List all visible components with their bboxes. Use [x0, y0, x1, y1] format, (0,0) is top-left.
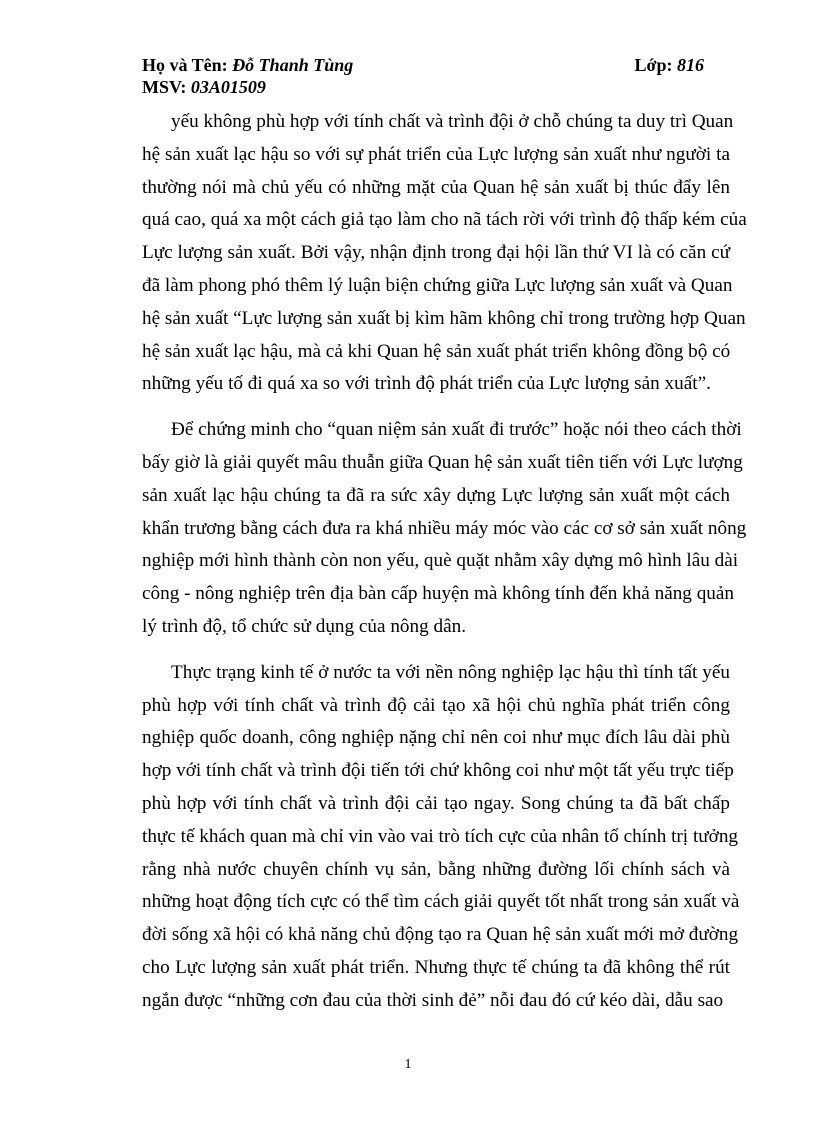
text-line: thường nói mà chủ yếu có những mặt của Quan hệ sản xuất bị thúc đẩy lên [142, 176, 730, 198]
text-line: Lực lượng sản xuất. Bởi vậy, nhận định trong đại hội lần thứ VI là có căn cứ [142, 242, 730, 264]
text-line: hệ sản xuất lạc hậu so với sự phát triển của Lực lượng sản xuất như người ta [142, 143, 730, 165]
document-header [142, 54, 704, 98]
msv-label: MSV: [142, 77, 187, 97]
text-line: hệ sản xuất lạc hậu, mà cả khi Quan hệ sản xuất phát triển không đồng bộ có [142, 340, 731, 362]
page-number: 1 [404, 1057, 412, 1072]
text-line: lý trình độ, tổ chức sử dụng của nông dân. [142, 615, 467, 637]
student-id [142, 76, 266, 98]
text-line: rằng nhà nước chuyên chính vụ sản, bằng những đường lối chính sách và [142, 858, 730, 880]
text-line: Thực trạng kinh tế ở nước ta với nền nông nghiệp lạc hậu thì tính tất yếu [171, 661, 730, 683]
text-line: bấy giờ là giải quyết mâu thuẫn giữa Quan hệ sản xuất tiên tiến với Lực lượng [142, 451, 743, 473]
class-info [635, 54, 704, 76]
text-line: công - nông nghiệp trên địa bàn cấp huyện mà không tính đến khả năng quản [142, 583, 734, 605]
header-name-row [142, 54, 704, 76]
text-line: hệ sản xuất “Lực lượng sản xuất bị kìm hãm không chỉ trong trường hợp Quan [142, 307, 746, 329]
text-line: thực tế khách quan mà chỉ vin vào vai trò tích cực của nhân tố chính trị tưởng [142, 825, 739, 847]
text-line: cho Lực lượng sản xuất phát triển. Nhưng thực tế chúng ta đã không thể rút [142, 956, 730, 978]
class-label: Lớp: [634, 55, 673, 75]
text-line: những yếu tố đi quá xa so với trình độ phát triển của Lực lượng sản xuất”. [142, 373, 711, 395]
header-msv-row [142, 76, 704, 98]
paragraph-1 [142, 106, 747, 401]
class-value: 816 [677, 55, 704, 75]
text-line: nghiệp mới hình thành còn non yếu, què quặt nhằm xây dựng mô hình lâu dài [142, 550, 739, 572]
text-line: Để chứng minh cho “quan niệm sản xuất đi trước” hoặc nói theo cách thời [171, 419, 742, 441]
student-name [142, 54, 353, 76]
name-label: Họ và Tên: [142, 55, 228, 75]
msv-value: 03A01509 [190, 77, 266, 97]
name-value: Đỗ Thanh Tùng [232, 55, 354, 75]
paragraph-3 [142, 657, 740, 1018]
text-line: sản xuất lạc hậu chúng ta đã ra sức xây dựng Lực lượng sản xuất một cách [142, 484, 730, 506]
text-line: khẩn trương bằng cách đưa ra khá nhiều máy móc vào các cơ sở sản xuất nông [142, 517, 747, 539]
text-line: đời sống xã hội có khả năng chủ động tạo ra Quan hệ sản xuất mới mở đường [142, 924, 739, 946]
text-line: yếu không phù hợp với tính chất và trình đội ở chỗ chúng ta duy trì Quan [171, 111, 734, 132]
document-body [142, 106, 747, 1031]
text-line: phù hợp với tính chất và trình đội cải tạo ngay. Song chúng ta đã bất chấp [142, 792, 730, 814]
paragraph-2 [142, 414, 747, 644]
text-line: quá cao, quá xa một cách giả tạo làm cho nã tách rời với trình độ thấp kém của [142, 209, 747, 231]
text-line: ngắn được “những cơn đau của thời sinh đẻ” nỗi đau đó cứ kéo dài, dẫu sao [142, 989, 724, 1011]
text-line: phù hợp với tính chất và trình độ cải tạo xã hội chủ nghĩa phát triển công [142, 694, 730, 716]
text-line: hợp với tính chất và trình đội tiến tới chứ không coi như một tất yếu trực tiếp [142, 760, 734, 782]
text-line: những hoạt động tích cực có thể tìm cách giải quyết tốt nhất trong sản xuất và [142, 891, 740, 913]
text-line: đã làm phong phó thêm lý luận biện chứng giữa Lực lượng sản xuất và Quan [142, 274, 733, 296]
text-line: nghiệp quốc doanh, công nghiệp nặng chỉ nên coi như mục đích lâu dài phù [142, 727, 730, 749]
